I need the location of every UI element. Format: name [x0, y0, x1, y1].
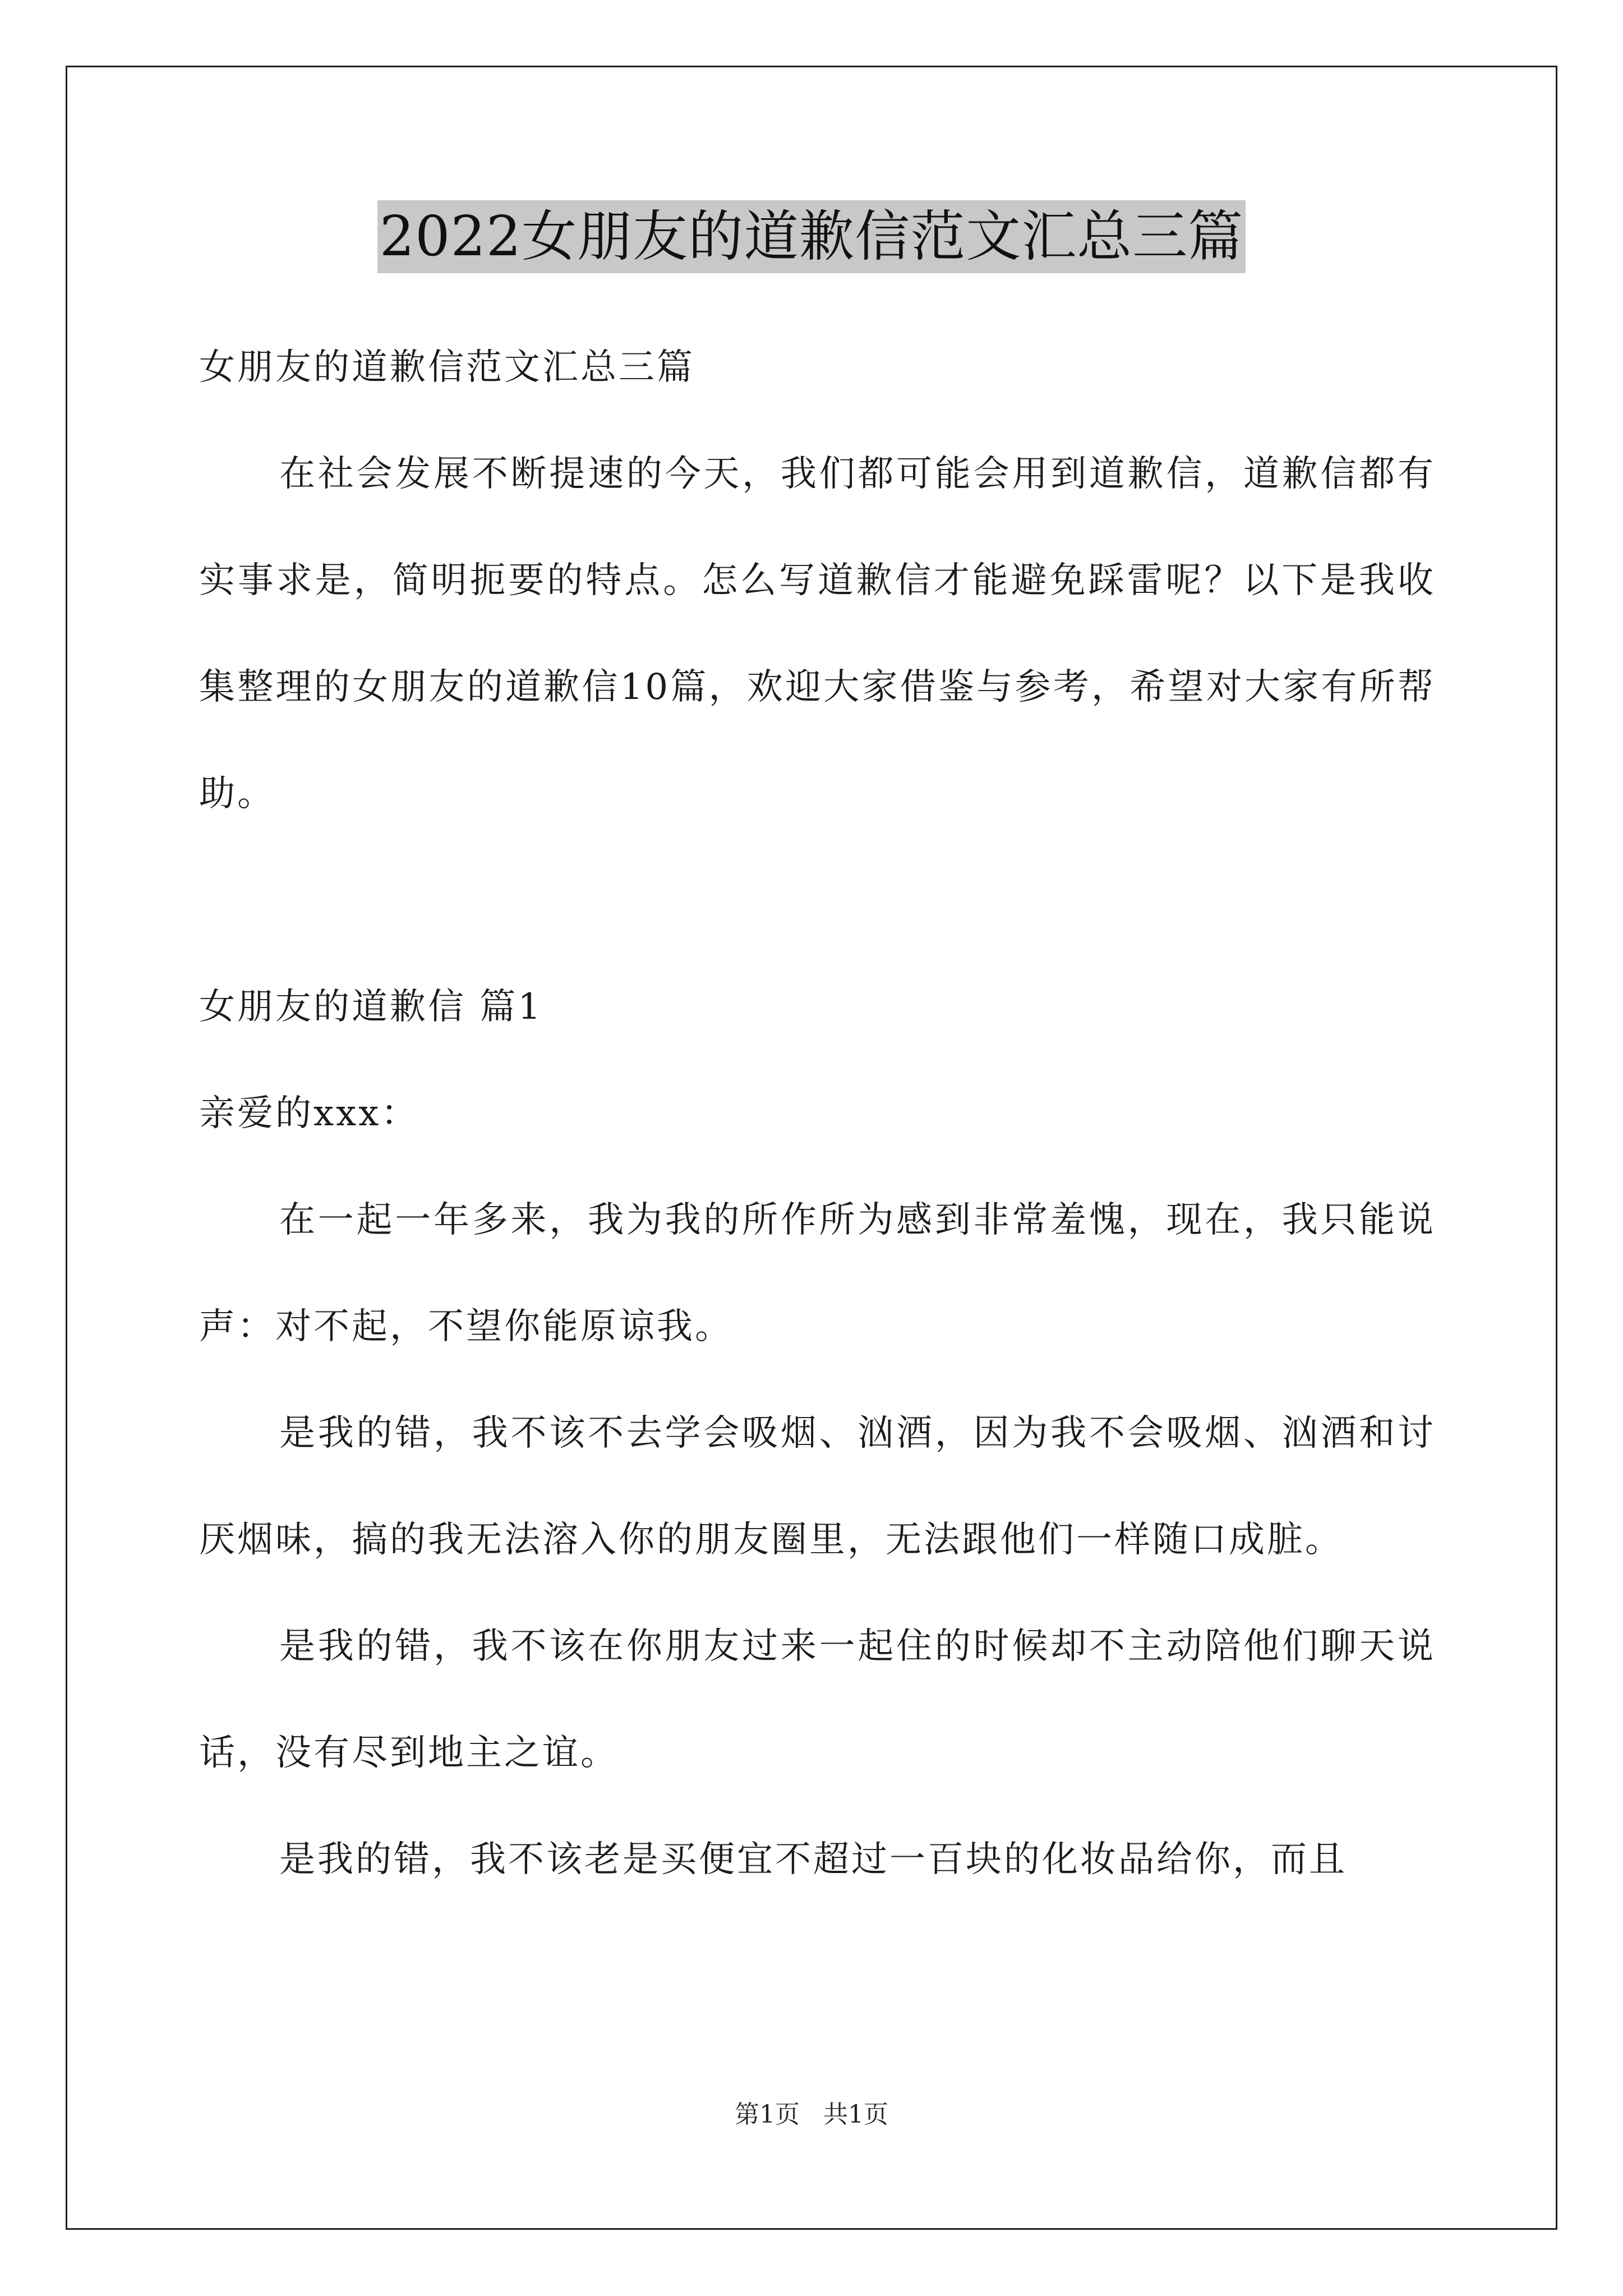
body-paragraph-2: 是我的错，我不该不去学会吸烟、汹酒，因为我不会吸烟、汹酒和讨厌烟味，搞的我无法溶入你的朋友圈里，无法跟他们一样随口成脏。	[199, 1412, 1436, 1561]
body-paragraph-4: 是我的错，我不该老是买便宜不超过一百块的化妆品给你，而且	[279, 1839, 1347, 1880]
intro-paragraph: 在社会发展不断提速的今天，我们都可能会用到道歉信，道歉信都有实事求是，简明扼要的特点。怎么写道歉信才能避免踩雷呢？以下是我收集整理的女朋友的道歉信10篇，欢迎大家借鉴与参考，希望对大家有所帮助。	[199, 453, 1436, 815]
section-heading: 女朋友的道歉信 篇1	[199, 986, 543, 1028]
page-number-total: 共1页	[823, 2100, 888, 2129]
title-wrap	[0, 200, 1623, 273]
document-subtitle: 女朋友的道歉信范文汇总三篇	[199, 347, 695, 388]
page-number-current: 第1页	[735, 2100, 800, 2129]
document-title: 2022女朋友的道歉信范文汇总三篇	[377, 200, 1246, 273]
body-paragraph-1: 在一起一年多来，我为我的所作所为感到非常羞愧，现在，我只能说声：对不起，不望你能原谅我。	[199, 1199, 1436, 1347]
document-body	[199, 314, 1436, 1913]
salutation: 亲爱的xxx：	[199, 1093, 419, 1134]
page-footer	[0, 2098, 1623, 2132]
body-paragraph-3: 是我的错，我不该在你朋友过来一起住的时候却不主动陪他们聊天说话，没有尽到地主之谊。	[199, 1626, 1436, 1774]
